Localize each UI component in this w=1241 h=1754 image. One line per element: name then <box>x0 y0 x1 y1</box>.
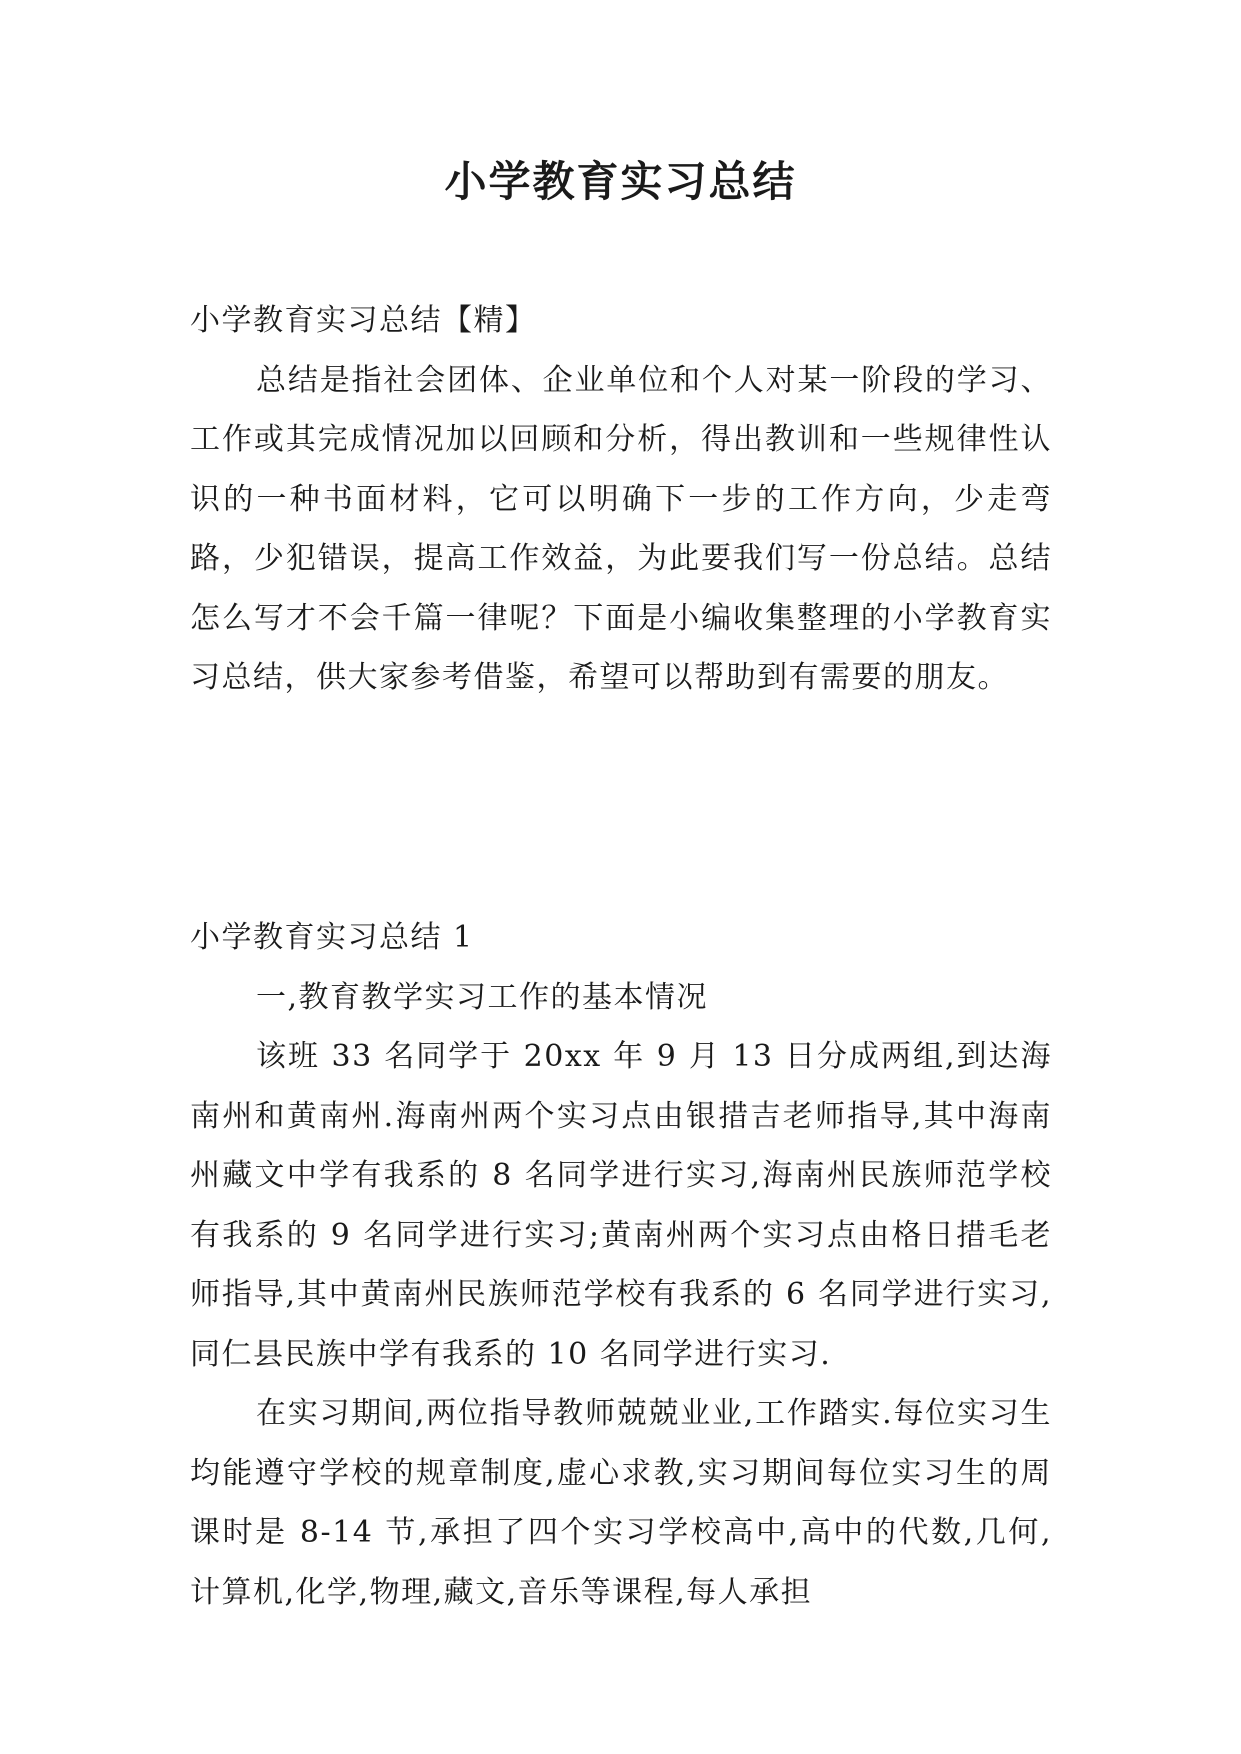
intro-heading: 小学教育实习总结【精】 <box>190 303 537 338</box>
section-1-heading: 小学教育实习总结 1 <box>190 920 474 955</box>
intro-section <box>190 291 1052 708</box>
section-1-subheading: 一,教育教学实习工作的基本情况 <box>256 979 709 1015</box>
document-title: 小学教育实习总结 <box>444 157 797 206</box>
section-1-paragraph-2: 在实习期间,两位指导教师兢兢业业,工作踏实.每位实习生均能遵守学校的规章制度,虚心求教,实习期间每位实习生的周课时是 8-14 节,承担了四个实习学校高中,高中的代数,几何,计算机,化学,物理,藏文,音乐等课程,每人承担 <box>190 1396 1052 1610</box>
section-1 <box>190 908 1052 1622</box>
intro-paragraph: 总结是指社会团体、企业单位和个人对某一阶段的学习、工作或其完成情况加以回顾和分析，得出教训和一些规律性认识的一种书面材料，它可以明确下一步的工作方向，少走弯路，少犯错误，提高工作效益，为此要我们写一份总结。总结怎么写才不会千篇一律呢？下面是小编收集整理的小学教育实习总结，供大家参考借鉴，希望可以帮助到有需要的朋友。 <box>190 362 1052 695</box>
section-1-paragraph-1: 该班 33 名同学于 20xx 年 9 月 13 日分成两组,到达海南州和黄南州.海南州两个实习点由银措吉老师指导,其中海南州藏文中学有我系的 8 名同学进行实习,海南州民族师范学校有我系的 9 名同学进行实习;黄南州两个实习点由格日措毛老师指导,其中黄南州民族师范学校有我系的 6 名同学进行实习,同仁县民族中学有我系的 10 名同学进行实习. <box>190 1039 1052 1372</box>
